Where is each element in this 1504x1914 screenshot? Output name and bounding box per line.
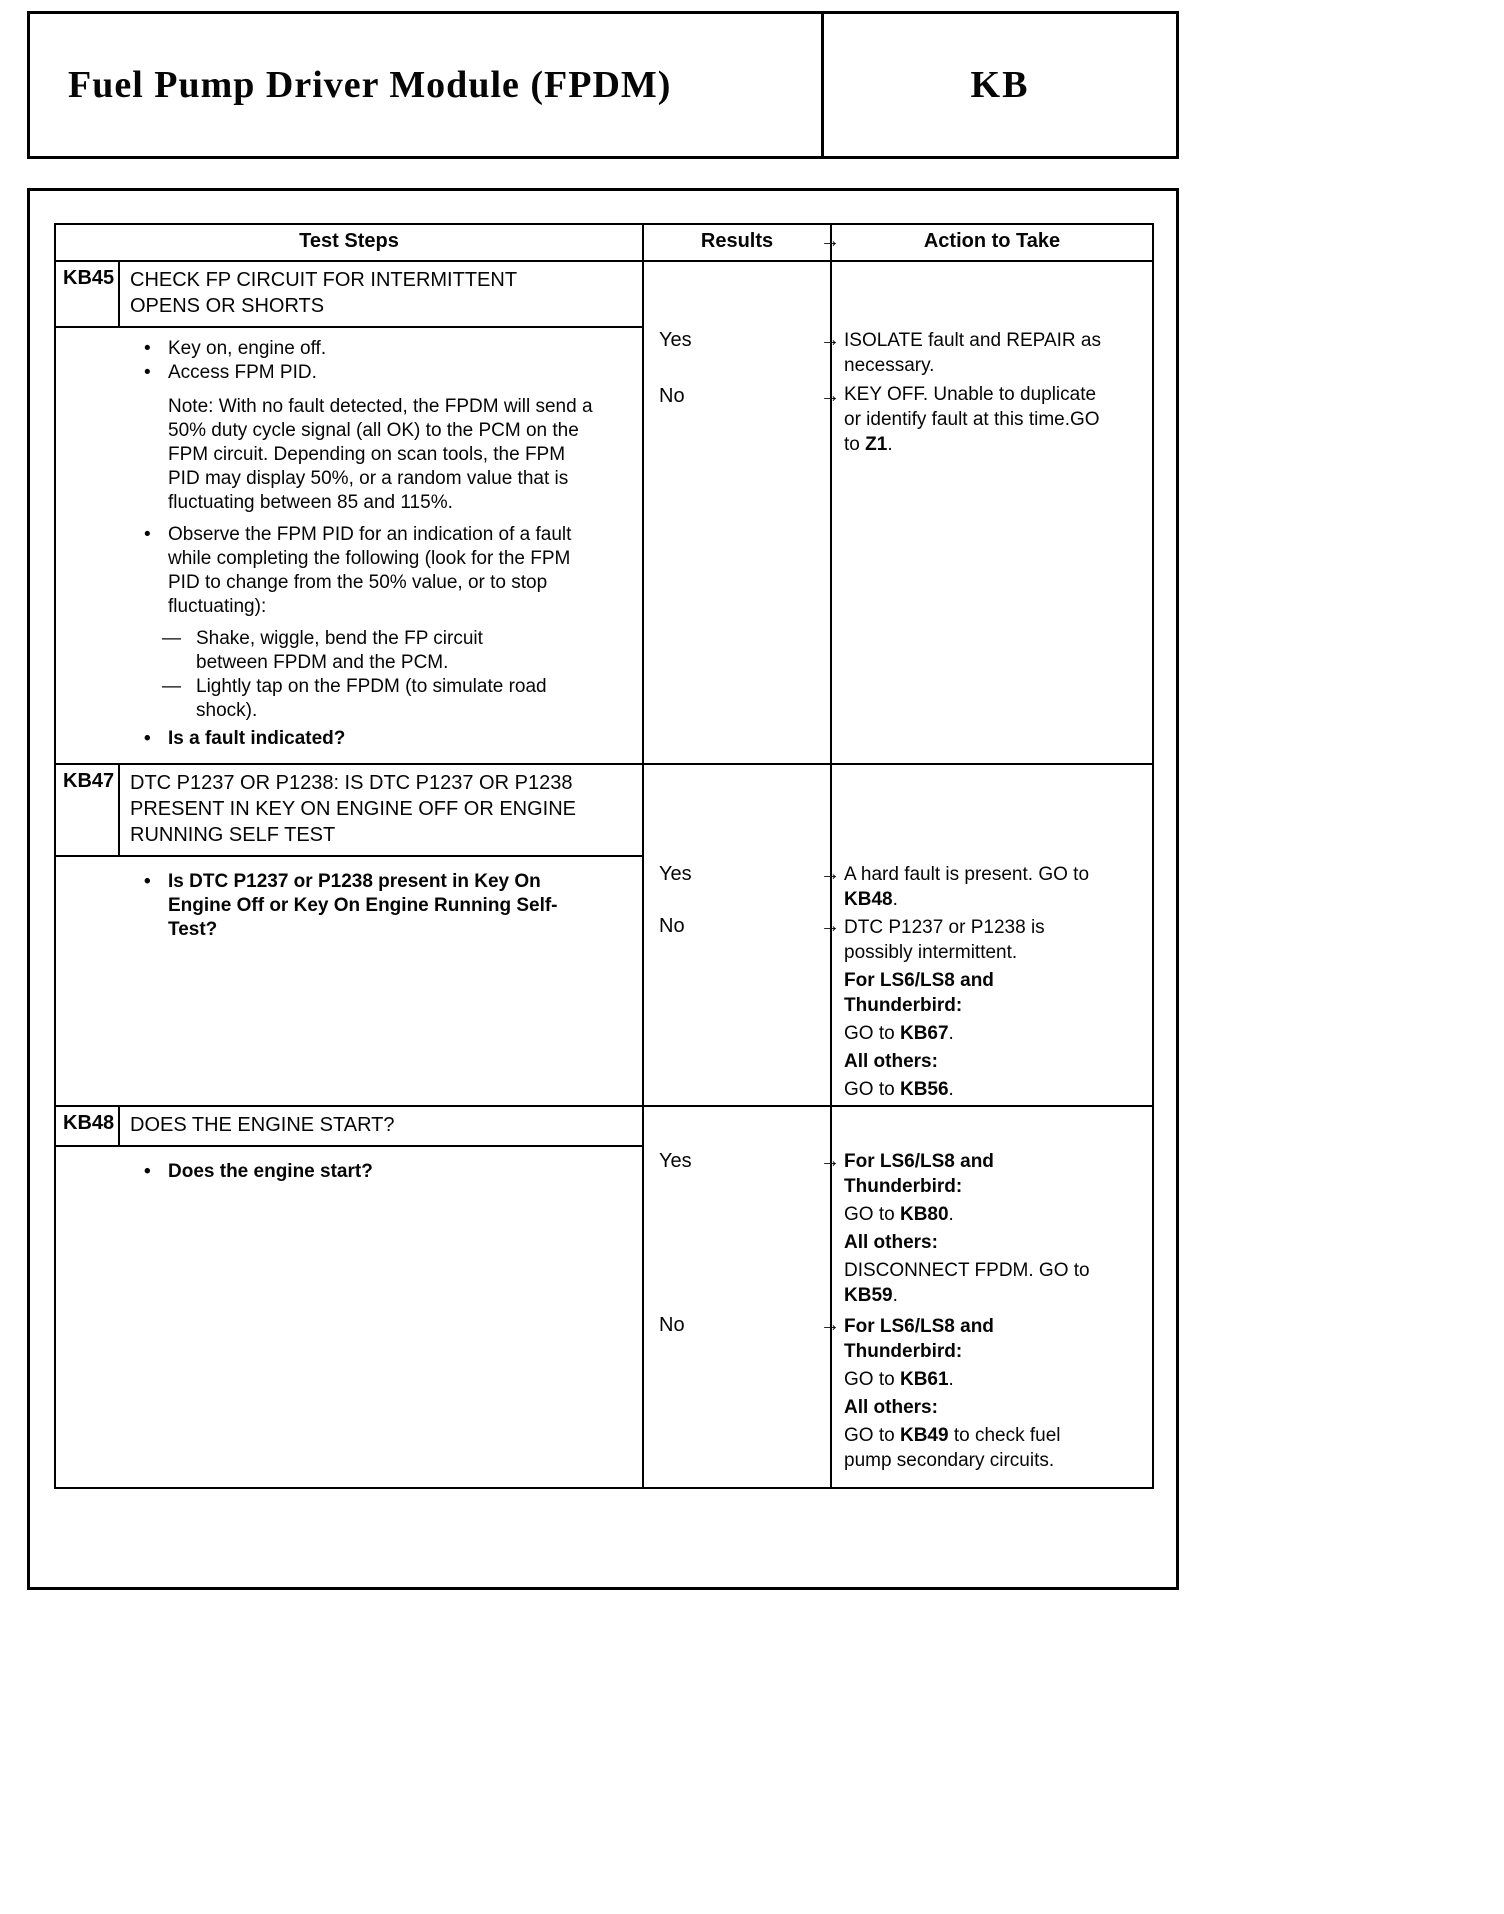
action-text: All others: <box>844 1397 938 1418</box>
action-line <box>844 382 1110 457</box>
test-steps-cell <box>56 765 644 1105</box>
bullet-icon: • <box>144 871 151 892</box>
step-question <box>56 1160 600 1184</box>
action-text: KEY OFF. Unable to duplicate or identify fault at this time.GO to <box>844 384 1100 455</box>
result-yes <box>644 328 840 352</box>
page-header <box>27 11 1179 159</box>
result-label: No <box>659 385 685 407</box>
step-reference: KB61 <box>899 1369 949 1390</box>
step-text: Is DTC P1237 or P1238 present in Key On Engine Off or Key On Engine Running Self-Test? <box>168 871 558 940</box>
step-text: Lightly tap on the FPDM (to simulate road shock). <box>196 676 547 721</box>
action-text: . <box>948 1079 954 1100</box>
action-yes <box>844 328 1110 378</box>
column-header-label: Test Steps <box>299 230 399 252</box>
step-id-badge: KB45 <box>56 262 120 326</box>
action-text: For LS6/LS8 and Thunderbird: <box>844 1151 994 1197</box>
action-text: For LS6/LS8 and Thunderbird: <box>844 970 994 1016</box>
document-code: KB <box>970 64 1030 106</box>
result-no <box>644 914 840 938</box>
step-title: DTC P1237 OR P1238: IS DTC P1237 OR P1238 PRESENT IN KEY ON ENGINE OFF OR ENGINE RUNNING SELF TEST <box>130 772 577 846</box>
action-line <box>844 1230 1110 1255</box>
action-text: GO to <box>844 1425 900 1446</box>
arrow-right-icon: → <box>820 385 840 407</box>
action-cell <box>832 1107 1152 1487</box>
result-no <box>644 384 840 408</box>
column-header-label: Action to Take <box>923 230 1061 252</box>
results-cell <box>644 1107 840 1487</box>
column-header-label: Results <box>700 230 774 252</box>
result-no <box>644 1313 840 1337</box>
results-cell <box>644 262 840 763</box>
action-line <box>844 328 1110 378</box>
dash-icon: — <box>162 676 181 697</box>
result-yes <box>644 862 840 886</box>
result-label: No <box>659 915 685 937</box>
step-reference: KB67 <box>899 1023 949 1044</box>
action-text: GO to <box>844 1204 900 1225</box>
step-subitem <box>56 675 600 723</box>
action-line <box>844 1202 1110 1227</box>
action-text: . <box>892 1285 898 1306</box>
action-text: GO to <box>844 1369 900 1390</box>
action-no <box>844 915 1110 1102</box>
test-section-kb47 <box>56 765 1152 1107</box>
action-line <box>844 1314 1110 1364</box>
action-line <box>844 1258 1110 1308</box>
action-yes <box>844 862 1110 912</box>
action-text: GO to <box>844 1023 900 1044</box>
action-text: All others: <box>844 1232 938 1253</box>
step-text: Note: With no fault detected, the FPDM will send a 50% duty cycle signal (all OK) to the PCM on the FPM circuit. Depending on scan tools, the FPM PID may display 50%, or a random value that is fluctuating between 85 and 115%. <box>168 396 593 513</box>
table-header-row <box>56 225 1152 262</box>
bullet-icon: • <box>144 1161 151 1182</box>
action-line <box>844 1021 1110 1046</box>
header-code-cell <box>824 14 1176 156</box>
action-no <box>844 1314 1110 1473</box>
step-question <box>56 870 600 942</box>
step-reference: KB56 <box>899 1079 949 1100</box>
step-text: Is a fault indicated? <box>168 728 346 749</box>
action-text: . <box>892 889 898 910</box>
arrow-right-icon: → <box>820 1314 840 1336</box>
action-text: . <box>948 1204 954 1225</box>
step-id-badge: KB48 <box>56 1107 120 1145</box>
action-line <box>844 862 1110 912</box>
action-text: All others: <box>844 1051 938 1072</box>
action-text: DTC P1237 or P1238 is possibly intermittent. <box>844 917 1045 963</box>
document-title: Fuel Pump Driver Module (FPDM) <box>68 64 672 106</box>
header-title-cell <box>30 14 824 156</box>
result-yes <box>644 1149 840 1173</box>
test-steps-cell <box>56 1107 644 1487</box>
action-cell <box>832 262 1152 763</box>
step-title-row <box>56 262 642 328</box>
step-item <box>56 523 600 619</box>
step-item <box>56 337 600 361</box>
content-box <box>27 188 1179 1590</box>
step-note <box>56 395 600 515</box>
step-reference: KB59 <box>844 1285 893 1306</box>
test-steps-cell <box>56 262 644 763</box>
result-label: Yes <box>659 863 692 885</box>
result-label: No <box>659 1314 685 1336</box>
step-item <box>56 361 600 385</box>
test-section-kb48 <box>56 1107 1152 1487</box>
step-subitem <box>56 627 600 675</box>
action-line <box>844 1423 1110 1473</box>
action-line <box>844 1367 1110 1392</box>
action-text: ISOLATE fault and REPAIR as necessary. <box>844 330 1101 376</box>
action-yes <box>844 1149 1110 1308</box>
step-id-badge: KB47 <box>56 765 120 855</box>
arrow-right-icon: → <box>820 230 840 252</box>
step-text: Key on, engine off. <box>168 338 327 359</box>
step-reference: KB48 <box>844 889 893 910</box>
step-title: CHECK FP CIRCUIT FOR INTERMITTENT OPENS OR SHORTS <box>130 269 517 317</box>
bullet-icon: • <box>144 362 151 383</box>
action-line <box>844 1077 1110 1102</box>
step-text: Observe the FPM PID for an indication of a fault while completing the following (look for the FPM PID to change from the 50% value, or to stop fluctuating): <box>168 524 572 617</box>
arrow-right-icon: → <box>820 915 840 937</box>
results-cell <box>644 765 840 1105</box>
action-text: . <box>887 434 893 455</box>
arrow-right-icon: → <box>820 1150 840 1172</box>
dash-icon: — <box>162 628 181 649</box>
step-instructions <box>56 857 642 952</box>
action-text: GO to <box>844 1079 900 1100</box>
column-header-test-steps <box>56 225 644 260</box>
action-cell <box>832 765 1152 1105</box>
step-title-row <box>56 765 642 857</box>
action-text: . <box>948 1369 954 1390</box>
action-line <box>844 915 1110 965</box>
step-reference: KB80 <box>899 1204 949 1225</box>
diagnostic-table <box>54 223 1154 1489</box>
step-title-row <box>56 1107 642 1147</box>
result-label: Yes <box>659 1150 692 1172</box>
bullet-icon: • <box>144 728 151 749</box>
step-question <box>56 727 600 751</box>
action-text: A hard fault is present. GO to <box>844 864 1090 885</box>
step-instructions <box>56 328 642 761</box>
result-label: Yes <box>659 329 692 351</box>
bullet-icon: • <box>144 524 151 545</box>
step-reference: KB49 <box>899 1425 949 1446</box>
action-text: DISCONNECT FPDM. GO to <box>844 1260 1090 1281</box>
action-line <box>844 1049 1110 1074</box>
column-header-results <box>644 225 840 260</box>
step-text: Does the engine start? <box>168 1161 373 1182</box>
step-title: DOES THE ENGINE START? <box>130 1114 395 1136</box>
action-no <box>844 382 1110 457</box>
test-section-kb45 <box>56 262 1152 765</box>
step-reference: Z1 <box>865 434 888 455</box>
step-text: Shake, wiggle, bend the FP circuit between FPDM and the PCM. <box>196 628 483 673</box>
column-header-action <box>832 225 1152 260</box>
action-line <box>844 968 1110 1018</box>
action-line <box>844 1395 1110 1420</box>
action-line <box>844 1149 1110 1199</box>
arrow-right-icon: → <box>820 863 840 885</box>
step-text: Access FPM PID. <box>168 362 317 383</box>
bullet-icon: • <box>144 338 151 359</box>
action-text: For LS6/LS8 and Thunderbird: <box>844 1316 994 1362</box>
arrow-right-icon: → <box>820 329 840 351</box>
action-text: . <box>948 1023 954 1044</box>
action-text: to check fuel pump secondary circuits. <box>844 1425 1061 1471</box>
step-instructions <box>56 1147 642 1194</box>
